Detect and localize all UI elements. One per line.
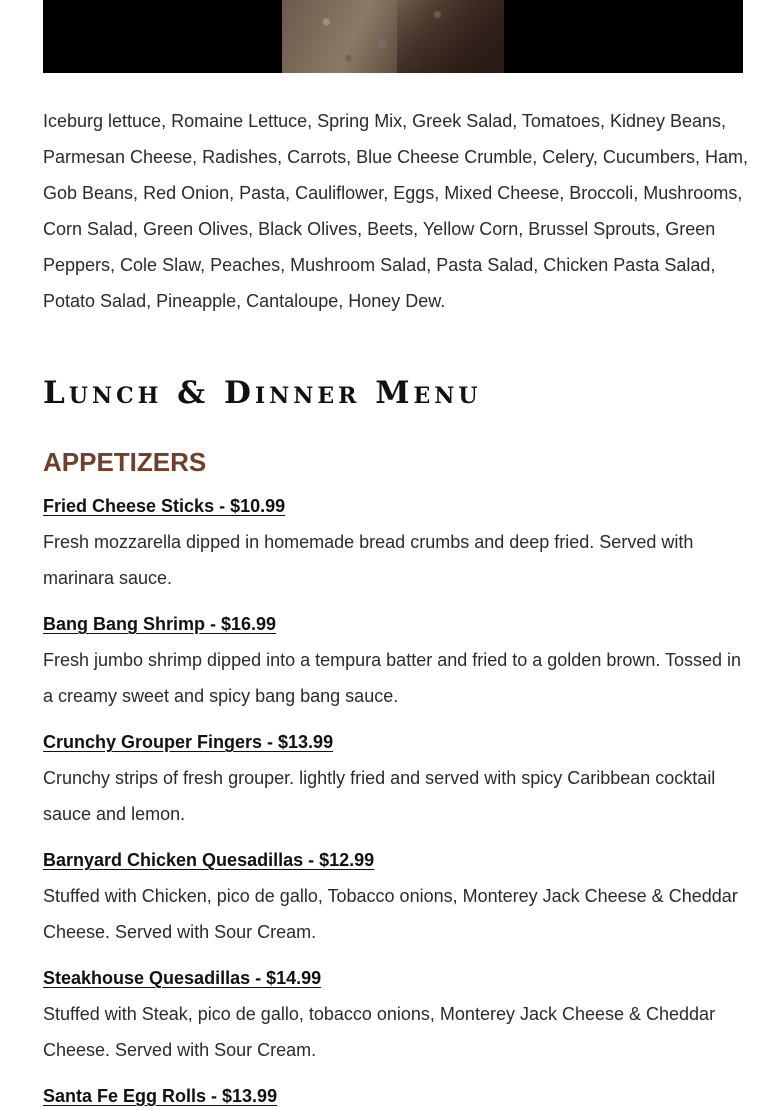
hero-image-banner xyxy=(43,0,743,73)
menu-item-description: Fresh jumbo shrimp dipped into a tempura batter and fried to a golden brown. Tossed in a creamy sweet and spicy bang bang sauce. xyxy=(43,650,742,706)
appetizer-list xyxy=(43,488,748,1108)
salad-bar-toppings-list: Iceburg lettuce, Romaine Lettuce, Spring Mix, Greek Salad, Tomatoes, Kidney Beans, Parmesan Cheese, Radishes, Carrots, Blue Cheese Crumble, Celery, Cucumbers, Ham, Gob Beans, Red Onion, Pasta, Cauliflower, Eggs, Mixed Cheese, Broccoli, Mushrooms, Corn Salad, Green Olives, Black Olives, Beets, Yellow Corn, Brussel Sprouts, Green Peppers, Cole Slaw, Peaches, Mushroom Salad, Pasta Salad, Chicken Pasta Salad, Potato Salad, Pineapple, Cantaloupe, Honey Dew. xyxy=(43,111,748,311)
menu-item xyxy=(43,488,748,596)
menu-item-description: Stuffed with Chicken, pico de gallo, Tobacco onions, Monterey Jack Cheese & Cheddar Cheese. Served with Sour Cream. xyxy=(43,886,738,942)
menu-item-name: Santa Fe Egg Rolls - $13.99 xyxy=(43,1086,278,1106)
menu-item xyxy=(43,842,748,950)
menu-item-name: Bang Bang Shrimp - $16.99 xyxy=(43,614,277,634)
menu-item-name: Crunchy Grouper Fingers - $13.99 xyxy=(43,732,334,752)
menu-item-name: Fried Cheese Sticks - $10.99 xyxy=(43,496,286,516)
menu-item xyxy=(43,606,748,714)
menu-item-name: Barnyard Chicken Quesadillas - $12.99 xyxy=(43,850,375,870)
menu-item-description: Crunchy strips of fresh grouper. lightly fried and served with spicy Caribbean cocktail sauce and lemon. xyxy=(43,768,716,824)
section-heading-appetizers: APPETIZERS xyxy=(43,447,207,477)
menu-item-description: Fresh mozzarella dipped in homemade bread crumbs and deep fried. Served with marinara sauce. xyxy=(43,532,694,588)
menu-item-description: Stuffed with Steak, pico de gallo, tobacco onions, Monterey Jack Cheese & Cheddar Cheese. Served with Sour Cream. xyxy=(43,1004,716,1060)
menu-item xyxy=(43,1078,748,1108)
menu-item-name: Steakhouse Quesadillas - $14.99 xyxy=(43,968,322,988)
hero-photo xyxy=(282,0,504,73)
menu-item xyxy=(43,724,748,832)
menu-item xyxy=(43,960,748,1068)
menu-title: Lunch & Dinner Menu xyxy=(43,375,482,411)
